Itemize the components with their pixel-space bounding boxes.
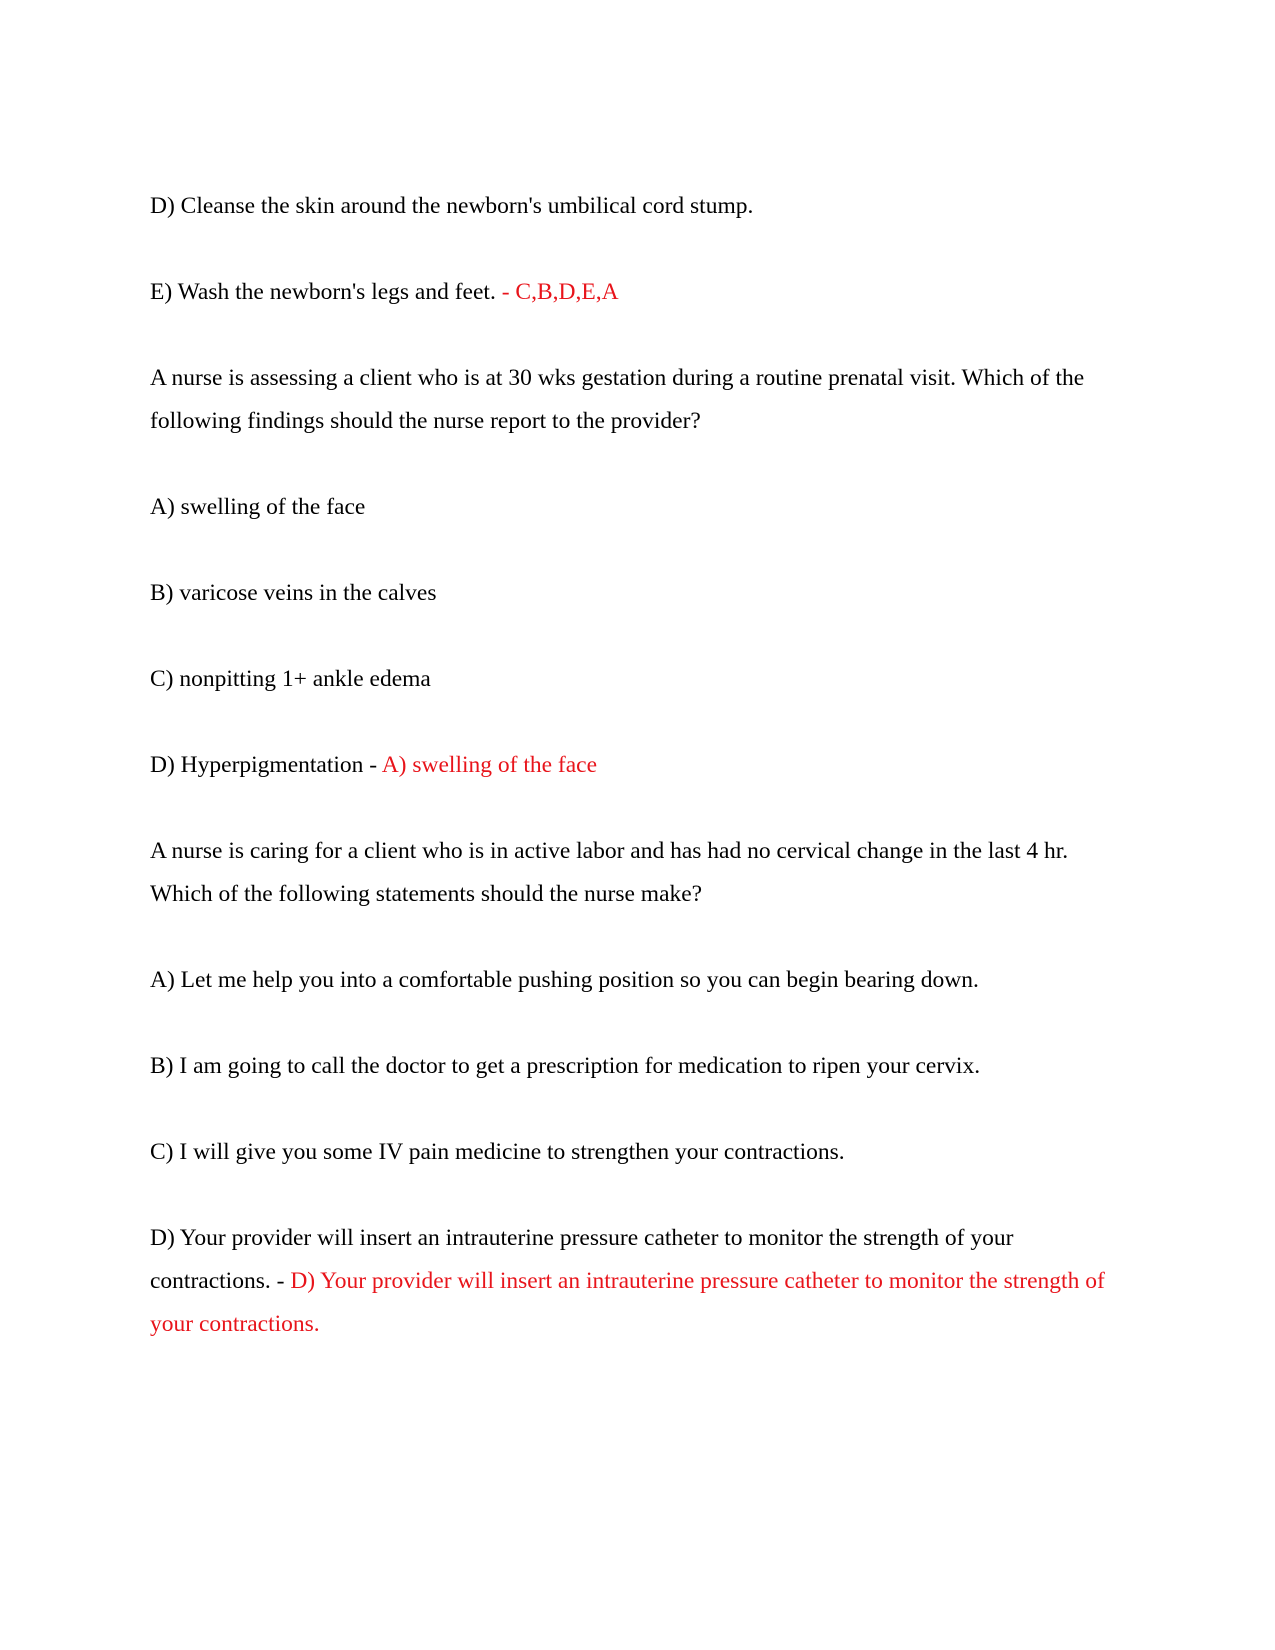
option-text: D) Hyperpigmentation - <box>150 752 378 778</box>
answer-key: D) Your provider will insert an intrauterine pressure catheter to monitor the strength of your contractions. <box>150 1268 1105 1337</box>
option-text: C) nonpitting 1+ ankle edema <box>150 666 431 692</box>
q1-option-e <box>150 271 1110 314</box>
option-text: A) Let me help you into a comfortable pushing position so you can begin bearing down. <box>150 967 979 993</box>
option-text: C) I will give you some IV pain medicine to strengthen your contractions. <box>150 1139 845 1165</box>
q2-option-d <box>150 744 1110 787</box>
q3-option-d <box>150 1217 1110 1346</box>
q2-option-c <box>150 658 1110 701</box>
option-text: D) Your provider will insert an intrauterine pressure catheter to monitor the strength of your contractions. - <box>150 1225 1014 1294</box>
q1-option-d <box>150 185 1110 228</box>
page-content <box>150 185 1110 1346</box>
answer-key: A) swelling of the face <box>381 752 598 778</box>
question-text: A nurse is assessing a client who is at 30 wks gestation during a routine prenatal visit. Which of the following findings should the nurse report to the provider? <box>150 365 1085 434</box>
q2-option-a <box>150 486 1110 529</box>
q2-question <box>150 357 1110 443</box>
question-text: A nurse is caring for a client who is in active labor and has had no cervical change in the last 4 hr. Which of the following statements should the nurse make? <box>150 838 1069 907</box>
option-text: B) varicose veins in the calves <box>150 580 437 606</box>
answer-key: - C,B,D,E,A <box>501 279 619 305</box>
option-text: E) Wash the newborn's legs and feet. <box>150 279 496 305</box>
option-text: B) I am going to call the doctor to get a prescription for medication to ripen your cervix. <box>150 1053 981 1079</box>
q3-option-c <box>150 1131 1110 1174</box>
q3-option-b <box>150 1045 1110 1088</box>
q2-option-b <box>150 572 1110 615</box>
q3-question <box>150 830 1110 916</box>
option-text: D) Cleanse the skin around the newborn's umbilical cord stump. <box>150 193 754 219</box>
option-text: A) swelling of the face <box>150 494 366 520</box>
q3-option-a <box>150 959 1110 1002</box>
